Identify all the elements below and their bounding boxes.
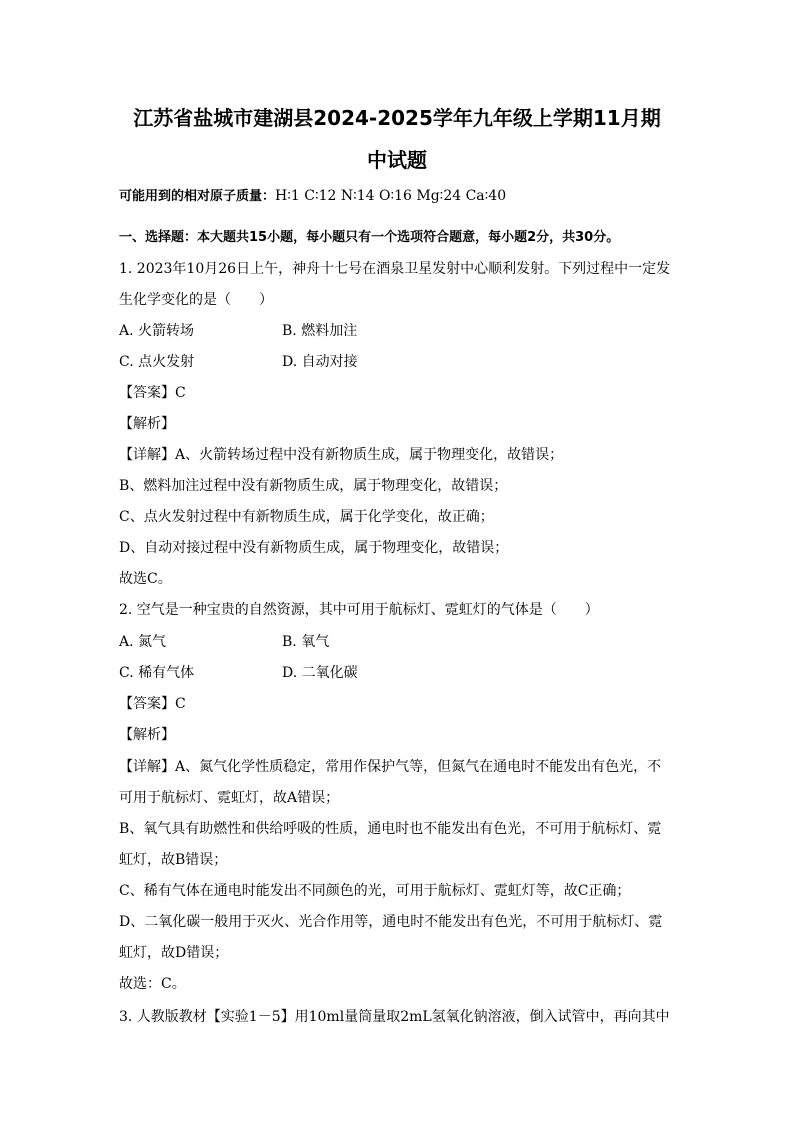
q2-answer: 【答案】C [119,696,186,712]
q2-conclusion: 故选：C。 [119,976,186,992]
q1-stem-1: 1. 2023年10月26日上午，神舟十七号在酒泉卫星发射中心顺利发射。下列过程中一定发 [119,261,671,277]
q2-detail-4a: D、二氧化碳一般用于灭火、光合作用等，通电时不能发出有色光，不可用于航标灯、霓 [119,914,663,930]
q1-detail-2: B、燃料加注过程中没有新物质生成，属于物理变化，故错误； [119,478,508,494]
q1-analysis-label: 【解析】 [119,416,175,432]
atomic-mass-line [119,186,684,207]
q2-detail-2b: 虹灯，故B错误； [119,852,228,868]
section-heading: 一、选择题：本大题共15小题，每小题只有一个选项符合题意，每小题2分，共30分。 [119,230,620,245]
q2-analysis-label: 【解析】 [119,727,175,743]
q3-stem-1: 3. 人教版教材【实验1－5】用10ml量筒量取2mL氢氧化钠溶液，倒入试管中，再向其中 [119,1009,670,1025]
q1-option-a: A. 火箭转场 [119,323,195,339]
q1-stem-2: 生化学变化的是（ ） [119,292,273,308]
q2-option-c: C. 稀有气体 [119,665,195,681]
q1-option-c: C. 点火发射 [119,354,195,370]
q1-detail-1: 【详解】A、火箭转场过程中没有新物质生成，属于物理变化，故错误； [119,447,564,463]
q1-conclusion: 故选C。 [119,571,172,587]
q2-detail-4b: 虹灯，故D错误； [119,945,229,961]
q1-detail-4: D、自动对接过程中没有新物质生成，属于物理变化，故错误； [119,540,509,556]
title-line-1: 江苏省盐城市建湖县2024-2025学年九年级上学期11月期 [133,106,661,130]
q2-detail-1b: 可用于航标灯、霓虹灯，故A错误； [119,790,340,806]
q2-option-a: A. 氮气 [119,634,167,650]
q2-detail-1a: 【详解】A、氮气化学性质稳定，常用作保护气等，但氮气在通电时不能发出有色光，不 [119,759,662,775]
q1-answer: 【答案】C [119,385,186,401]
q2-option-b: B. 氧气 [282,634,330,650]
q2-detail-3: C、稀有气体在通电时能发出不同颜色的光，可用于航标灯、霓虹灯等，故C正确； [119,883,631,899]
q2-detail-2a: B、氧气具有助燃性和供给呼吸的性质，通电时也不能发出有色光，不可用于航标灯、霓 [119,821,662,837]
q2-stem: 2. 空气是一种宝贵的自然资源，其中可用于航标灯、霓虹灯的气体是（ ） [119,602,599,618]
atomic-mass-values: H∶1 C∶12 N∶14 O∶16 Mg∶24 Ca∶40 [275,188,507,204]
title-line-2: 中试题 [367,148,427,172]
q2-option-d: D. 二氧化碳 [282,665,358,681]
q1-option-b: B. 燃料加注 [282,323,358,339]
q1-option-d: D. 自动对接 [282,354,358,370]
q1-detail-3: C、点火发射过程中有新物质生成，属于化学变化，故正确； [119,509,494,525]
atomic-mass-label: 可能用到的相对原子质量： [119,189,276,204]
